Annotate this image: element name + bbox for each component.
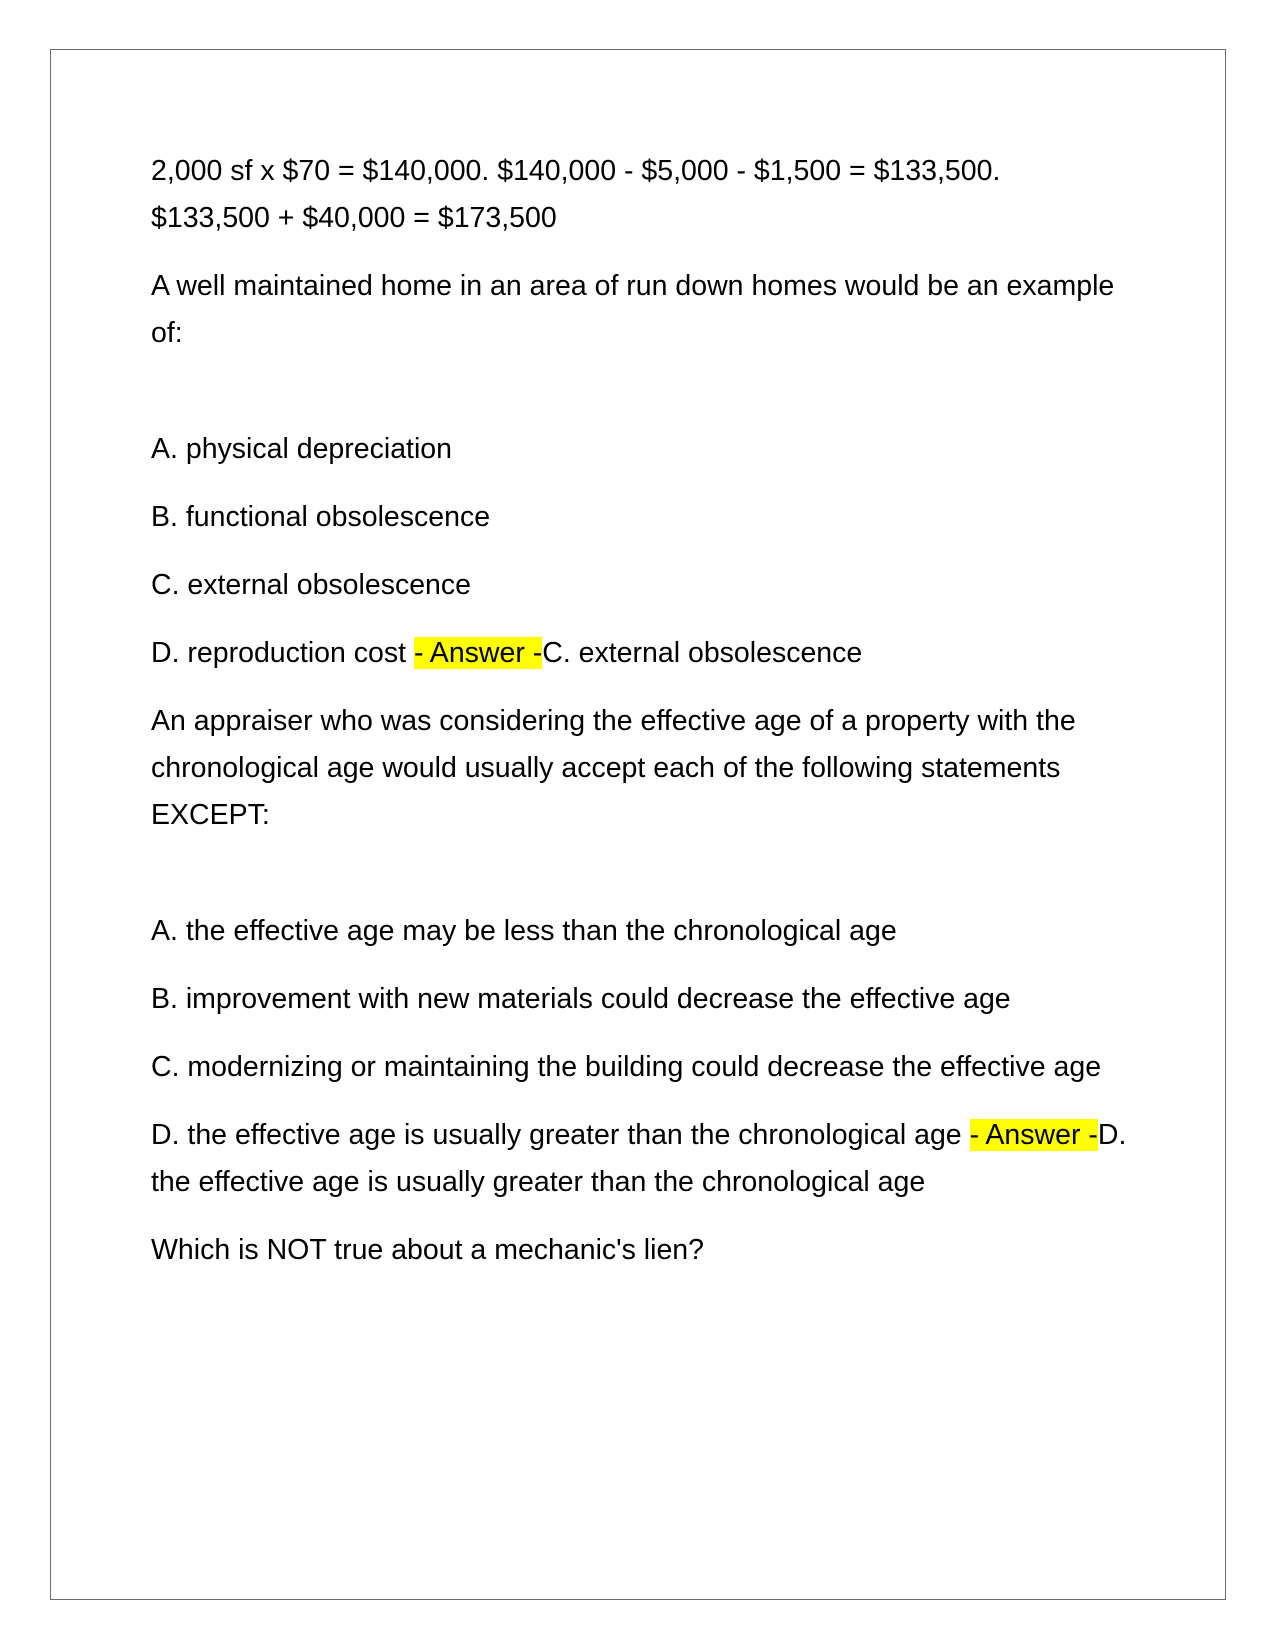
- q1-option-a: A. physical depreciation: [151, 433, 453, 465]
- q2-answer: D. the effective age is usually greater than the chronological age: [151, 1119, 1127, 1198]
- document-body: [151, 148, 1131, 1295]
- q2-option-b: B. improvement with new materials could decrease the effective age: [151, 983, 1011, 1015]
- q1-option-b: B. functional obsolescence: [151, 501, 491, 533]
- q1-option-c: C. external obsolescence: [151, 569, 472, 601]
- q3-question: Which is NOT true about a mechanic's lien?: [151, 1234, 704, 1266]
- q1-option-d: [151, 630, 1131, 677]
- q2-option-a: A. the effective age may be less than the chronological age: [151, 915, 897, 947]
- q1-answer-marker: - Answer -: [413, 637, 543, 669]
- q2-option-d-text: D. the effective age is usually greater than the chronological age: [151, 1119, 970, 1151]
- q1-answer: C. external obsolescence: [542, 637, 863, 669]
- q1-option-d-text: D. reproduction cost: [151, 637, 414, 669]
- calc-line-2: $133,500 + $40,000 = $173,500: [151, 202, 557, 234]
- q2-answer-marker: - Answer -: [969, 1119, 1098, 1151]
- q1-question: A well maintained home in an area of run down homes would be an example of:: [151, 270, 1115, 349]
- q2-question: An appraiser who was considering the effective age of a property with the chronological age would usually accept each of the following statements EXCEPT:: [151, 705, 1076, 831]
- calc-line-1: 2,000 sf x $70 = $140,000. $140,000 - $5,000 - $1,500 = $133,500.: [151, 155, 1001, 187]
- q2-option-c: C. modernizing or maintaining the building could decrease the effective age: [151, 1051, 1102, 1083]
- calculation-paragraph: [151, 148, 1131, 242]
- q2-option-d: [151, 1112, 1131, 1206]
